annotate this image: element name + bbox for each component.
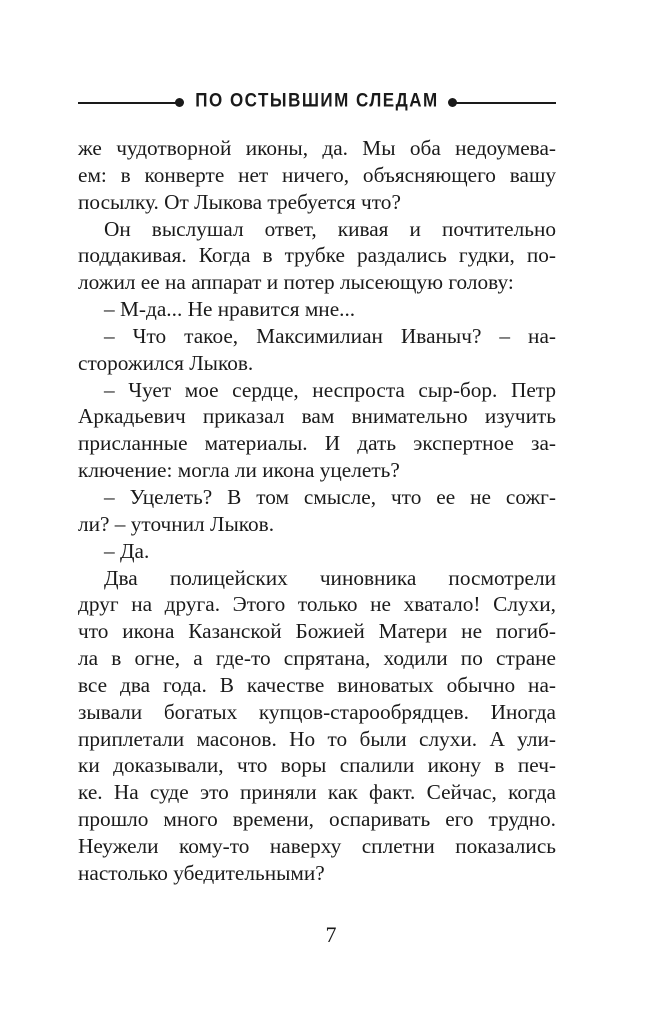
text-line: приплетали масонов. Но то были слухи. А ули- — [78, 726, 556, 751]
text-line: Он выслушал ответ, кивая и почтительно — [104, 216, 556, 241]
header-rule-left — [78, 102, 176, 104]
text-line: прошло много времени, оспаривать его трудно. — [78, 807, 556, 832]
page-number: 7 — [325, 922, 337, 947]
text-line: друг на друга. Этого только не хватало! Слухи, — [78, 592, 556, 617]
text-line: что икона Казанской Божией Матери не погиб- — [78, 619, 556, 644]
text-line: ке. На суде это приняли как факт. Сейчас, когда — [78, 780, 556, 805]
text-line: – Да. — [104, 538, 150, 563]
body-text — [78, 135, 556, 887]
text-line: ла в огне, а где-то спрятана, ходили по стране — [78, 646, 556, 671]
text-line: Неужели кому-то наверху сплетни показались — [78, 833, 556, 858]
text-line: – Уцелеть? В том смысле, что ее не сожг- — [104, 484, 556, 509]
running-title: ПО ОСТЫВШИМ СЛЕДАМ — [195, 89, 439, 112]
text-line: ложил ее на аппарат и потер лысеющую голову: — [78, 270, 514, 295]
text-line: сторожился Лыков. — [78, 350, 254, 375]
running-header — [78, 88, 556, 116]
text-line: ключение: могла ли икона уцелеть? — [78, 458, 400, 483]
text-line: ем: в конверте нет ничего, объясняющего вашу — [78, 162, 556, 187]
text-line: присланные материалы. И дать экспертное за- — [78, 431, 556, 456]
text-line: зывали богатых купцов-старообрядцев. Иногда — [78, 699, 556, 724]
text-line: ли? – уточнил Лыков. — [78, 511, 275, 536]
text-line: Два полицейских чиновника посмотрели — [104, 565, 556, 590]
text-line: все два года. В качестве виноватых обычно на- — [78, 672, 556, 697]
text-line: посылку. От Лыкова требуется что? — [78, 189, 401, 214]
text-line: Аркадьевич приказал вам внимательно изучить — [78, 404, 556, 429]
text-line: поддакивая. Когда в трубке раздались гудки, по- — [78, 243, 556, 268]
header-bullet-left — [175, 98, 184, 107]
text-line: настолько убедительными? — [78, 860, 325, 885]
header-rule-right — [456, 102, 556, 104]
text-line: же чудотворной иконы, да. Мы оба недоумева- — [78, 136, 556, 160]
text-line: – Чует мое сердце, неспроста сыр-бор. Петр — [104, 377, 556, 402]
text-line: ки доказывали, что воры спалили икону в печ- — [78, 753, 556, 778]
text-line: – М-да... Не нравится мне... — [104, 297, 356, 322]
text-line: – Что такое, Максимилиан Иваныч? – на- — [104, 323, 556, 348]
